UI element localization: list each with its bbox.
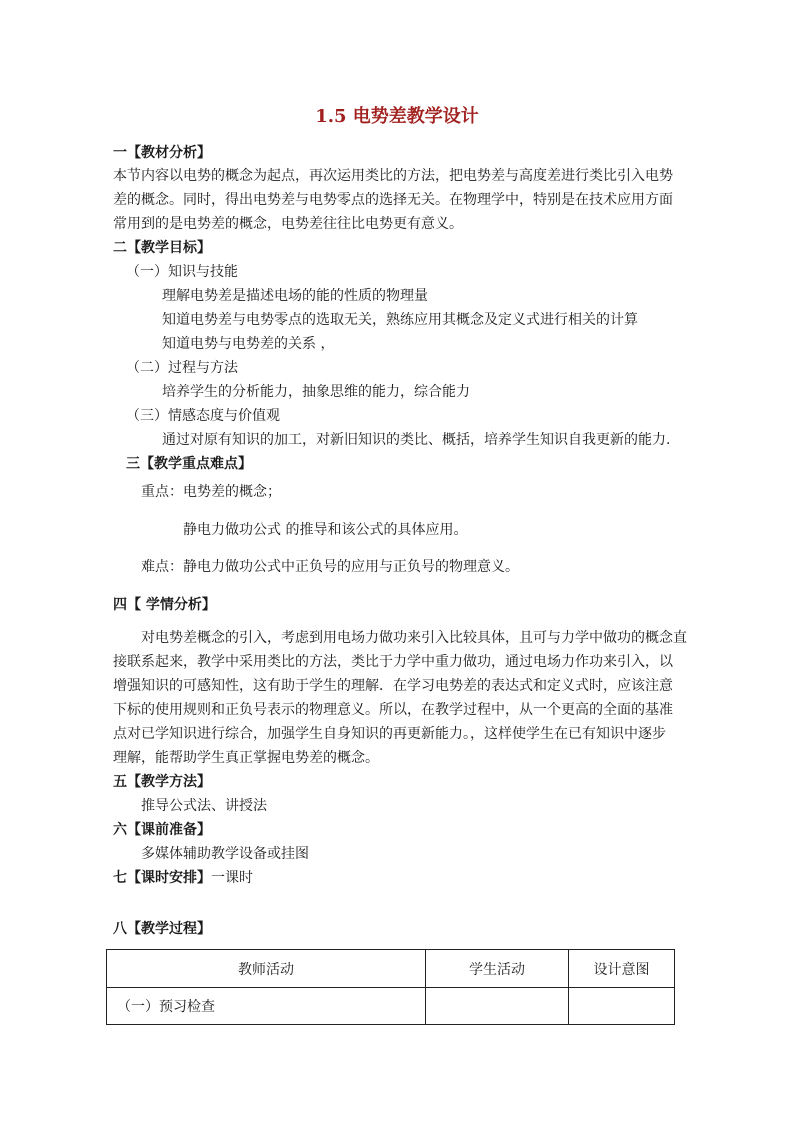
column-header: 设计意图 (569, 950, 675, 988)
goal-item: 培养学生的分析能力，抽象思维的能力，综合能力 (162, 384, 470, 400)
section-heading-student-analysis: 四【 学情分析】 (113, 597, 216, 613)
column-header: 学生活动 (426, 950, 569, 988)
column-header: 教师活动 (107, 950, 426, 988)
paragraph-line: 常用到的是电势差的概念，电势差往往比电势更有意义。 (113, 216, 463, 232)
section-text: 多媒体辅助教学设备或挂图 (141, 846, 309, 862)
section-heading-preparation: 六【课前准备】 (113, 822, 211, 838)
key-point-formula: 静电力做功公式 的推导和该公式的具体应用。 (183, 522, 468, 538)
section-heading-class-hours: 七【课时安排】 (113, 870, 211, 886)
difficult-point: 难点：静电力做功公式中正负号的应用与正负号的物理意义。 (141, 559, 519, 575)
section-heading-teaching-goals: 二【教学目标】 (113, 240, 211, 256)
table-row (107, 988, 675, 1025)
goal-item: 理解电势差是描述电场的能的性质的物理量 (162, 288, 428, 304)
section-class-hours (113, 867, 253, 889)
goal-item: 知道电势与电势差的关系 ， (162, 336, 335, 352)
table-cell (426, 988, 569, 1025)
teaching-process-table (106, 949, 675, 1025)
section-heading-teaching-process: 八【教学过程】 (113, 921, 211, 937)
paragraph-line: 点对已学知识进行综合，加强学生自身知识的再更新能力。，这样使学生在已有知识中逐步 (113, 726, 666, 742)
subheading-attitude-values: （三）情感态度与价值观 (126, 408, 280, 424)
section-text: 一课时 (211, 870, 253, 886)
paragraph-line: 下标的使用规则和正负号表示的物理意义。所以，在教学过程中，从一个更高的全面的基准 (113, 702, 673, 718)
paragraph-line: 本节内容以电势的概念为起点，再次运用类比的方法，把电势差与高度差进行类比引入电势 (113, 168, 673, 184)
paragraph-line: 理解，能帮助学生真正掌握电势差的概念。 (113, 750, 379, 766)
section-text: 推导公式法、讲授法 (141, 798, 267, 814)
goal-item: 通过对原有知识的加工，对新旧知识的类比、概括，培养学生知识自我更新的能力. (162, 432, 671, 448)
section-heading-textbook-analysis: 一【教材分析】 (113, 145, 211, 161)
paragraph-line: 差的概念。同时，得出电势差与电势零点的选择无关。在物理学中，特别是在技术应用方面 (113, 192, 673, 208)
subheading-process-method: （二）过程与方法 (126, 360, 238, 376)
goal-item: 知道电势差与电势零点的选取无关，熟练应用其概念及定义式进行相关的计算 (162, 312, 638, 328)
page-title: 1.5 电势差教学设计 (315, 106, 479, 127)
section-heading-teaching-method: 五【教学方法】 (113, 774, 211, 790)
subheading-knowledge-skills: （一）知识与技能 (126, 264, 238, 280)
key-point: 重点：电势差的概念； (141, 484, 281, 500)
paragraph-line: 对电势差概念的引入，考虑到用电场力做功来引入比较具体，且可与力学中做功的概念直 (141, 630, 687, 646)
paragraph-line: 增强知识的可感知性，这有助于学生的理解．在学习电势差的表达式和定义式时，应该注意 (113, 678, 673, 694)
section-heading-key-points: 三【教学重点难点】 (126, 456, 252, 472)
table-cell: （一）预习检查 (107, 988, 426, 1025)
table-header-row (107, 950, 675, 988)
paragraph-line: 接联系起来，教学中采用类比的方法，类比于力学中重力做功，通过电场力作功来引入，以 (113, 654, 673, 670)
table-cell (569, 988, 675, 1025)
